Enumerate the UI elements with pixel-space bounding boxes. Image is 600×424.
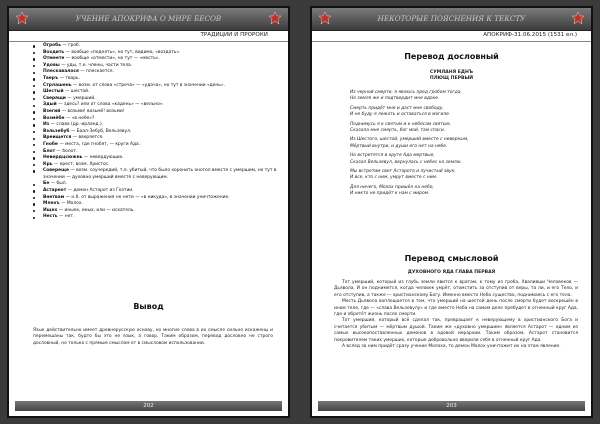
glossary-term: Плескавалося — [43, 69, 79, 75]
literal-stanza: Из черной смерти, я явлюсь пред гробом тогда, Но земля же и подтвердит мне вдохе. — [350, 90, 462, 102]
glossary-item — [33, 135, 277, 142]
glossary-definition: — слава (др.-ирланд.). — [50, 122, 104, 128]
glossary-definition: — умерший. — [67, 95, 96, 101]
glossary-definition: — болот. — [56, 148, 78, 154]
glossary-term: Несть — [43, 214, 58, 220]
glossary-definition: — иныех, иных, или — исхатель. — [58, 207, 135, 213]
glossary-term: Млехъ — [43, 201, 60, 207]
sense-title: Перевод смысловой — [404, 254, 499, 263]
glossary-definition: — гроб. — [62, 43, 81, 48]
glossary-item — [33, 188, 277, 195]
emblem-icon — [268, 11, 282, 27]
glossary-definition: — здесь? или от слова «кадень» — «вельно». — [58, 102, 164, 108]
literal-stanza: Смерть придёт мне и даст мне свободу, И не буду я лежать и оставаться в могиле. — [350, 105, 451, 118]
left-page — [7, 6, 290, 418]
conclusion-title: Вывод — [133, 302, 164, 311]
glossary-term: Ищех — [43, 207, 58, 213]
emblem-icon — [15, 11, 29, 27]
glossary-term: Невердцсюжнь — [43, 155, 83, 161]
glossary-definition: — уды, т.е. члены, части тела. — [61, 62, 133, 68]
left-page-banner — [9, 8, 288, 31]
glossary-item — [33, 69, 277, 76]
glossary-term: Астарнот — [43, 188, 67, 194]
glossary-item — [33, 168, 277, 181]
glossary-item — [33, 122, 277, 129]
glossary-definition: — тварь. — [59, 75, 81, 81]
glossary-term: Шестый — [43, 89, 64, 95]
glossary-term: Тверъ — [43, 75, 59, 81]
glossary-definition: — вообще «поднять», но тут, видимо, «воздать». — [65, 49, 181, 55]
glossary-term: Стрлашень — [43, 82, 72, 88]
glossary-term: Возмёбе — [43, 115, 65, 121]
glossary-definition: — Баал-Зебуб, Вельзевул. — [70, 128, 132, 134]
right-page — [310, 6, 593, 418]
glossary-term: Совереще — [43, 168, 69, 174]
literal-stanza: Мы встретим свет Астарота и лучистый звук, И все, кто с ним, умрут вместе с ним. — [350, 169, 456, 181]
glossary-item — [33, 56, 277, 63]
glossary-item — [33, 43, 277, 50]
sense-paragraph: Тот умерший, который всё сделал так, превращает к неверующему в христианского Бога и считается убитым — мёртвым душой. Таким же «духовно умершим» является Астарот — одним из самых высокопоставленных демонов в адовой иерархии. Таким образом, Астарот становится покровителем таких умерших, которые добровольно вверили себя в огненный круг Ада. — [334, 318, 578, 343]
left-page-number: 202 — [15, 401, 282, 411]
glossary-term: Здый — [43, 102, 57, 108]
glossary-definition: — н.б. от выражения не нети — «в никуда», в значении уничтожение. — [65, 194, 230, 200]
glossary-term: Из — [43, 122, 50, 128]
glossary-list — [33, 43, 277, 221]
glossary-definition: — вверяется. — [72, 135, 104, 141]
glossary-item — [33, 214, 277, 221]
glossary-term: Крь — [43, 161, 53, 167]
sense-subtitle: ДУХОВНОГО ЯДА ГЛАВА ПЕРВАЯ — [407, 270, 496, 275]
glossary-item — [33, 76, 277, 83]
glossary-term: Блот — [43, 148, 56, 154]
literal-stanza: Поднимусь я к святым и к небесам святым, Сказала мне смерть, бог мой, там спаси. — [350, 121, 451, 134]
literal-subtitle: СУМЛАНЯ ЕДНЪ ПЛЮЩ ПЕРВЫЙ — [429, 70, 474, 81]
literal-title: Перевод дословный — [404, 52, 499, 61]
literal-stanza: Но встретятся в круге Ада мертвые, Сказал Вельзевул, вернулась с небес на землю. — [350, 153, 462, 165]
glossary-term: Бе — [43, 181, 50, 187]
glossary-term: Внетвам — [43, 194, 65, 200]
glossary-term: Отмеете — [43, 56, 65, 62]
glossary-term: Вреищется — [43, 135, 72, 141]
literal-stanza: Из Шестого, шестой, умерший вместе с неверным, Мёртвый внутри, и души его нет на небе. — [350, 137, 469, 149]
glossary-item — [33, 155, 277, 162]
glossary-definition: — был. — [50, 181, 67, 187]
right-page-number: 203 — [318, 401, 585, 411]
glossary-definition: — возьми! возьмё! возьми! — [61, 108, 125, 114]
literal-translation — [350, 90, 570, 201]
glossary-definition: — демон Астарот из Гоэтии. — [67, 188, 134, 194]
sense-paragraph: Тот умерший, который из глубь земли явится к вратам, к тому из гроба, Хваливши Человеков — Дьявола. И он поднимется, когда человек умрёт, отомстить за отступив от веры, та ли, и его Тело, и его отступив, а также — христианскому Богу. Именно вместо Неба существо, поднимаясь с его тела. — [334, 280, 578, 298]
glossary-definition: — места, где гнобят, — круги Ада. — [59, 141, 141, 147]
glossary-item — [33, 201, 277, 208]
glossary-term: Взегий — [43, 108, 61, 114]
sense-paragraph: Месть Дьявола воплощается в том, что умерший на шестой день после смерти будет воскрешён в ином теле, где — «слава Вельзевулу» и где вместо Неба на самом деле пребудет в огненный круг Ада, где и обретёт жизнь после смерти. — [334, 299, 578, 318]
glossary-definition: — возм. от слова «стреча» — «удача», но тут в значении «день». — [72, 82, 225, 88]
glossary-term: Огробь — [43, 43, 62, 48]
literal-stanza: Для ничего, Молох пришёл на небо, И никто не придёт к нам с миром. — [350, 184, 434, 197]
glossary-definition: — крест, возм. Христос. — [53, 161, 110, 167]
glossary-definition: — шестой. — [65, 89, 90, 95]
glossary-definition: — «в небе»? — [65, 115, 95, 121]
glossary-definition: — невердующих. — [83, 155, 124, 161]
emblem-icon — [571, 11, 585, 27]
right-banner-title: НЕКОТОРЫЕ ПОЯСНЕНИЯ К ТЕКСТУ — [377, 14, 526, 23]
glossary-item — [33, 102, 277, 109]
glossary-term: Сверящи — [43, 95, 66, 101]
glossary-definition: — нет. — [58, 214, 75, 220]
glossary-term: Вэльзебуб — [43, 128, 70, 134]
glossary-item — [33, 142, 277, 149]
glossary-item — [33, 89, 277, 96]
emblem-icon — [318, 11, 332, 27]
sense-translation — [334, 280, 578, 350]
glossary-definition: — возм. соучередий, т.е. убитый, что было хоронить оногол вместе с умершим, но тут в значении — духовно умерший вместе с неверующим. — [43, 168, 277, 180]
sense-paragraph: А вслед за ним придёт сразу учение Молоха, то демон Молох уничтожит их на этом явление. — [342, 344, 561, 350]
glossary-term: Удовы — [43, 62, 60, 68]
glossary-term: Вохдить — [43, 49, 65, 55]
left-section-header: ТРАДИЦИИ И ПРОРОКИ — [9, 30, 288, 42]
left-banner-title: УЧЕНИЕ АПОКРИФА О МИРЕ БЕСОВ — [75, 14, 222, 23]
right-page-banner — [312, 8, 591, 31]
glossary-item — [33, 109, 277, 116]
glossary-definition: — Молох. — [61, 201, 83, 207]
glossary-definition: — вообще «отмести», но тут — «месть». — [65, 56, 160, 62]
glossary-definition: — плескается. — [80, 69, 114, 75]
conclusion-text: Язык действительно имеет древнерусскую основу, но многие слова в их смысле сильно искажены и перемешаны так, будто бы это не язык, а говор. Таким образом, перевод дословно не строго дословный, но только с прямым смыслом от в смысловом использовании. — [33, 328, 273, 346]
right-section-header: АПОКРИФ-31.06.2015 (1531 ел.) — [312, 30, 591, 42]
glossary-term: Гнобе — [43, 141, 58, 147]
